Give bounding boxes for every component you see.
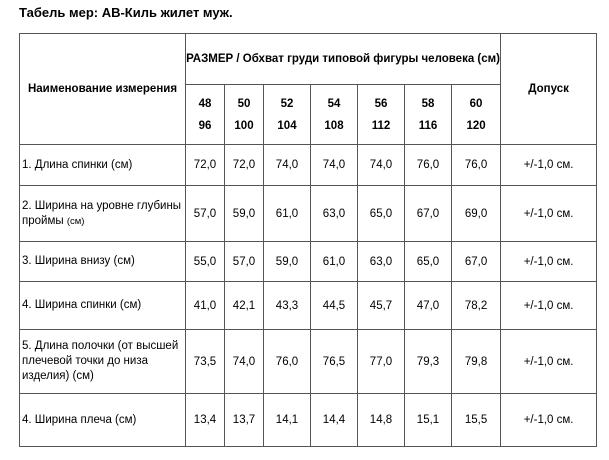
size-header-52: 52 104 <box>264 85 311 145</box>
cell-value: 73,5 <box>186 330 225 394</box>
cell-value: 76,0 <box>405 145 452 186</box>
cell-value: 42,1 <box>225 282 264 330</box>
row-label: 1. Длина спинки (см) <box>20 145 186 186</box>
table-row <box>20 330 597 394</box>
cell-value: 63,0 <box>311 186 358 242</box>
row-label: 5. Длина полочки (от высшей плечевой точки до низа изделия) (см) <box>20 330 186 394</box>
cell-value: 72,0 <box>186 145 225 186</box>
cell-value: 45,7 <box>358 282 405 330</box>
cell-value: 69,0 <box>452 186 501 242</box>
cell-value: 61,0 <box>311 242 358 282</box>
cell-value: 79,8 <box>452 330 501 394</box>
row-label: 2. Ширина на уровне глубины проймы (см) <box>20 186 186 242</box>
table-row <box>20 145 597 186</box>
cell-value: 79,3 <box>405 330 452 394</box>
cell-value: 77,0 <box>358 330 405 394</box>
cell-tolerance: +/-1,0 см. <box>501 242 597 282</box>
cell-tolerance: +/-1,0 см. <box>501 145 597 186</box>
cell-value: 57,0 <box>225 242 264 282</box>
cell-tolerance: +/-1,0 см. <box>501 282 597 330</box>
cell-value: 14,1 <box>264 394 311 447</box>
cell-value: 14,4 <box>311 394 358 447</box>
cell-value: 59,0 <box>264 242 311 282</box>
cell-value: 15,1 <box>405 394 452 447</box>
cell-tolerance: +/-1,0 см. <box>501 186 597 242</box>
cell-value: 65,0 <box>358 186 405 242</box>
cell-value: 76,5 <box>311 330 358 394</box>
cell-value: 74,0 <box>264 145 311 186</box>
cell-value: 15,5 <box>452 394 501 447</box>
measurement-table <box>19 33 597 447</box>
cell-value: 74,0 <box>225 330 264 394</box>
table-row <box>20 242 597 282</box>
table-row <box>20 186 597 242</box>
row-label: 4. Ширина плеча (см) <box>20 394 186 447</box>
cell-tolerance: +/-1,0 см. <box>501 330 597 394</box>
header-size-group: РАЗМЕР / Обхват груди типовой фигуры человека (см) <box>186 34 501 85</box>
cell-value: 65,0 <box>405 242 452 282</box>
size-header-60: 60 120 <box>452 85 501 145</box>
cell-value: 13,7 <box>225 394 264 447</box>
cell-value: 57,0 <box>186 186 225 242</box>
cell-value: 74,0 <box>311 145 358 186</box>
cell-value: 44,5 <box>311 282 358 330</box>
cell-value: 78,2 <box>452 282 501 330</box>
header-tolerance: Допуск <box>501 34 597 145</box>
size-header-48: 48 96 <box>186 85 225 145</box>
row-label: 3. Ширина внизу (см) <box>20 242 186 282</box>
cell-value: 63,0 <box>358 242 405 282</box>
cell-value: 76,0 <box>264 330 311 394</box>
size-header-56: 56 112 <box>358 85 405 145</box>
cell-value: 43,3 <box>264 282 311 330</box>
table-row <box>20 282 597 330</box>
cell-tolerance: +/-1,0 см. <box>501 394 597 447</box>
row-label: 4. Ширина спинки (см) <box>20 282 186 330</box>
cell-value: 13,4 <box>186 394 225 447</box>
cell-value: 72,0 <box>225 145 264 186</box>
cell-value: 41,0 <box>186 282 225 330</box>
cell-value: 59,0 <box>225 186 264 242</box>
cell-value: 67,0 <box>452 242 501 282</box>
cell-value: 14,8 <box>358 394 405 447</box>
size-header-50: 50 100 <box>225 85 264 145</box>
cell-value: 74,0 <box>358 145 405 186</box>
header-measurement-name: Наименование измерения <box>20 34 186 145</box>
cell-value: 76,0 <box>452 145 501 186</box>
document-title: Табель мер: АВ-Киль жилет муж. <box>19 5 233 20</box>
cell-value: 61,0 <box>264 186 311 242</box>
table-row <box>20 394 597 447</box>
cell-value: 55,0 <box>186 242 225 282</box>
cell-value: 67,0 <box>405 186 452 242</box>
size-header-54: 54 108 <box>311 85 358 145</box>
cell-value: 47,0 <box>405 282 452 330</box>
size-header-58: 58 116 <box>405 85 452 145</box>
